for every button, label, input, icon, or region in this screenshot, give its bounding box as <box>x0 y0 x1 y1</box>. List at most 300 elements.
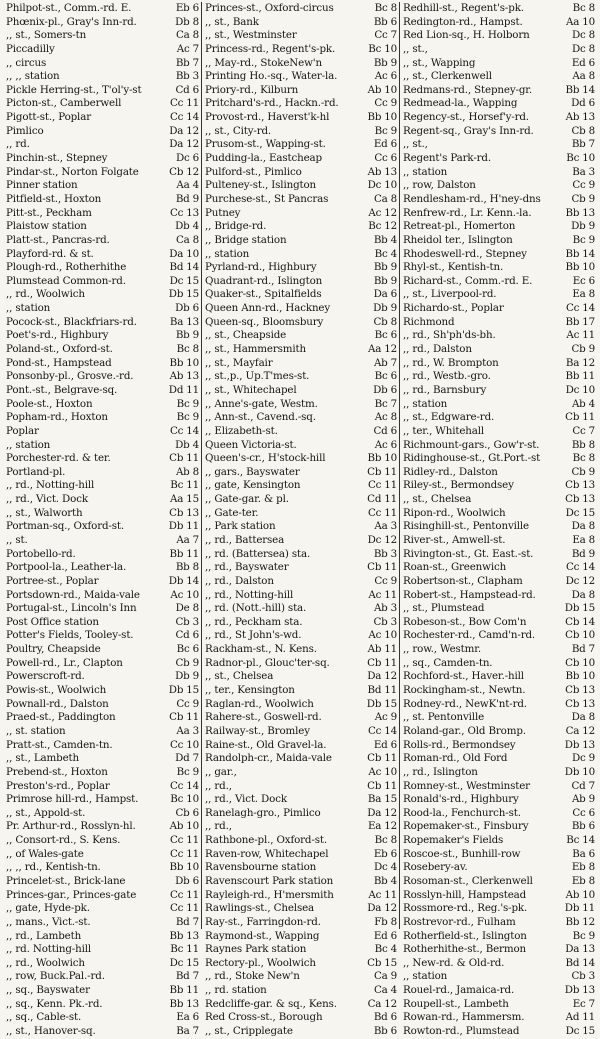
entry-grid-ref: Ac 11 <box>368 888 397 901</box>
entry-grid-ref: Cc 9 <box>374 97 397 110</box>
index-entry <box>6 111 199 125</box>
entry-grid-ref: Da 12 <box>367 670 397 683</box>
entry-name: ,, Gate-gar. & pl. <box>205 493 289 506</box>
index-entry <box>6 698 199 712</box>
index-entry <box>205 643 397 657</box>
index-entry <box>6 766 199 780</box>
entry-name: Roman-rd., Old Ford <box>403 752 508 765</box>
index-entry <box>205 902 397 916</box>
entry-grid-ref: Dc 6 <box>175 152 199 165</box>
entry-grid-ref: Cc 14 <box>367 724 397 737</box>
entry-name: Provost-rd., Haverst'k-hl <box>205 111 330 124</box>
index-entry <box>205 261 397 275</box>
entry-grid-ref: Dc 12 <box>367 533 397 546</box>
entry-grid-ref: Cb 3 <box>571 970 595 983</box>
entry-grid-ref: Fb 8 <box>374 915 397 928</box>
index-entry <box>403 616 595 630</box>
entry-name: Richmount-gars., Gow'r-st. <box>403 438 540 451</box>
entry-grid-ref: Cc 14 <box>565 302 595 315</box>
entry-grid-ref: Bc 6 <box>374 370 397 383</box>
entry-grid-ref: Cc 14 <box>169 424 199 437</box>
index-entry <box>6 957 199 971</box>
entry-name: Ravenscourt Park station <box>205 875 334 887</box>
index-entry <box>205 411 397 425</box>
entry-grid-ref: Ba 6 <box>572 847 595 860</box>
entry-grid-ref: Bc 8 <box>374 2 397 14</box>
index-column-2 <box>201 2 399 1038</box>
index-entry <box>6 138 199 152</box>
entry-grid-ref: Bb 14 <box>565 247 595 260</box>
index-entry <box>205 425 397 439</box>
entry-name: ,, st., Chelsea <box>403 493 472 506</box>
entry-name: Pyrland-rd., Highbury <box>205 261 317 274</box>
entry-name: ,, st., Mayfair <box>205 356 273 369</box>
entry-grid-ref: Bb 3 <box>373 547 397 560</box>
index-entry <box>205 875 397 889</box>
entry-name: ,, rd., Islington <box>403 765 478 778</box>
index-entry <box>6 507 199 521</box>
index-entry <box>6 425 199 439</box>
entry-grid-ref: Dd 6 <box>571 97 595 110</box>
entry-grid-ref: Dc 4 <box>373 861 397 874</box>
entry-grid-ref: Ea 12 <box>367 820 397 833</box>
entry-grid-ref: Db 15 <box>168 684 199 697</box>
index-entry <box>6 930 199 944</box>
index-entry <box>6 261 199 275</box>
index-entry <box>6 643 199 657</box>
entry-grid-ref: Ba 3 <box>572 165 595 178</box>
entry-grid-ref: Bc 11 <box>170 479 199 492</box>
entry-grid-ref: Cb 11 <box>367 779 397 792</box>
entry-name: ,, gar., <box>205 765 237 778</box>
entry-grid-ref: Aa 12 <box>368 343 397 356</box>
entry-grid-ref: Bd 7 <box>175 915 199 928</box>
entry-name: ,, station <box>403 397 448 410</box>
entry-grid-ref: Db 9 <box>373 302 397 315</box>
entry-name: Quaker-st., Spitalfields <box>205 288 322 301</box>
entry-name: ,, Gate-ter. <box>205 506 259 519</box>
entry-name: Rhyl-st., Kentish-tn. <box>403 261 504 274</box>
entry-grid-ref: Db 15 <box>168 288 199 301</box>
index-entry <box>205 943 397 957</box>
entry-name: Queen's-cr., H'stock-hill <box>205 452 326 465</box>
entry-grid-ref: Ac 7 <box>176 42 199 55</box>
entry-grid-ref: Cc 11 <box>169 97 199 110</box>
entry-grid-ref: Da 8 <box>571 711 595 724</box>
entry-grid-ref: Bc 9 <box>572 929 595 942</box>
entry-grid-ref: Bc 8 <box>572 452 595 465</box>
entry-name: Rotherfield-st., Islington <box>403 929 527 942</box>
index-entry <box>205 234 397 248</box>
entry-grid-ref: Db 15 <box>564 602 595 615</box>
entry-grid-ref: Bc 8 <box>176 343 199 356</box>
entry-grid-ref: Aa 15 <box>170 493 199 506</box>
index-entry <box>205 629 397 643</box>
index-entry <box>205 520 397 534</box>
index-entry <box>205 220 397 234</box>
index-entry <box>205 166 397 180</box>
entry-grid-ref: Ea 8 <box>572 533 595 546</box>
index-entry <box>6 357 199 371</box>
entry-name: Romney-st., Westminster <box>403 779 530 792</box>
entry-name: Pratt-st., Camden-tn. <box>6 738 113 751</box>
index-entry <box>205 507 397 521</box>
entry-grid-ref: Cc 10 <box>169 738 199 751</box>
index-entry <box>205 57 397 71</box>
entry-grid-ref: Cb 11 <box>367 465 397 478</box>
entry-grid-ref: Ec 7 <box>572 997 595 1010</box>
entry-grid-ref: Db 8 <box>175 15 199 28</box>
entry-name: ,, rd., <box>205 779 232 792</box>
entry-grid-ref: Bd 11 <box>367 684 397 697</box>
index-entry <box>403 916 595 930</box>
index-entry <box>205 316 397 330</box>
index-entry <box>205 452 397 466</box>
entry-name: Richard-st., Comm.-rd. E. <box>403 274 533 287</box>
index-entry <box>6 739 199 753</box>
entry-grid-ref: Bb 4 <box>373 233 397 246</box>
entry-name: ,, gars., Bayswater <box>205 465 300 478</box>
entry-grid-ref: Cc 14 <box>169 779 199 792</box>
entry-name: ,, st., Hammersmith <box>205 343 306 356</box>
entry-grid-ref: Bb 10 <box>367 111 397 124</box>
entry-name: Poet's-rd., Highbury <box>6 329 109 342</box>
entry-name: Princes-st., Oxford-circus <box>205 2 334 14</box>
entry-name: Post Office station <box>6 615 99 628</box>
entry-name: ,, Anne's-gate, Westm. <box>205 397 318 410</box>
entry-grid-ref: Da 8 <box>571 588 595 601</box>
entry-grid-ref: Dc 15 <box>169 274 199 287</box>
entry-name: ,, st. Pentonville <box>403 711 485 724</box>
index-entry <box>6 793 199 807</box>
entry-grid-ref: Ac 11 <box>368 588 397 601</box>
entry-name: ,, rd., W. Brompton <box>403 356 499 369</box>
entry-name: Redmead-la., Wapping <box>403 97 518 110</box>
index-entry <box>403 439 595 453</box>
entry-name: Redington-rd., Hampst. <box>403 15 523 28</box>
entry-grid-ref: Bc 8 <box>374 834 397 847</box>
entry-name: ,, st., Cripplegate <box>205 1025 293 1038</box>
entry-name: Queen Victoria-st. <box>205 438 297 451</box>
index-entry <box>6 479 199 493</box>
entry-grid-ref: Bc 10 <box>170 793 199 806</box>
entry-grid-ref: Da 12 <box>367 806 397 819</box>
entry-grid-ref: Cb 12 <box>169 165 199 178</box>
entry-grid-ref: Cb 9 <box>571 465 595 478</box>
index-entry <box>205 84 397 98</box>
index-entry <box>6 902 199 916</box>
index-entry <box>205 370 397 384</box>
index-entry <box>403 807 595 821</box>
index-entry <box>403 1011 595 1025</box>
entry-name: ,, Elizabeth-st. <box>205 424 278 437</box>
entry-grid-ref: Cb 13 <box>565 479 595 492</box>
entry-grid-ref: Ac 9 <box>374 711 397 724</box>
entry-name: ,, rd., Barnsbury <box>403 383 487 396</box>
entry-grid-ref: Eb 6 <box>373 847 397 860</box>
entry-name: ,, st., Westminster <box>205 29 297 42</box>
entry-grid-ref: Bc 10 <box>566 152 595 165</box>
index-entry <box>205 807 397 821</box>
index-entry <box>205 439 397 453</box>
entry-name: Rowan-rd., Hammersm. <box>403 1011 525 1024</box>
entry-grid-ref: Bb 13 <box>565 206 595 219</box>
entry-name: ,, st., Whitechapel <box>205 383 297 396</box>
entry-name: Potter's Fields, Tooley-st. <box>6 629 134 642</box>
index-entry <box>403 207 595 221</box>
index-entry <box>6 684 199 698</box>
entry-name: Poultry, Cheapside <box>6 643 101 656</box>
entry-name: Ray-st., Farringdon-rd. <box>205 915 321 928</box>
index-entry <box>403 575 595 589</box>
entry-name: ,, rd., Notting-hill <box>205 588 294 601</box>
entry-grid-ref: Cd 7 <box>571 779 595 792</box>
entry-name: Printing Ho.-sq., Water-la. <box>205 70 338 83</box>
entry-name: Randolph-cr., Maida-vale <box>205 752 332 765</box>
entry-name: Portland-pl. <box>6 465 66 478</box>
entry-grid-ref: Db 9 <box>571 220 595 233</box>
index-entry <box>6 534 199 548</box>
index-entry <box>403 452 595 466</box>
entry-grid-ref: Ac 10 <box>170 588 199 601</box>
entry-grid-ref: Cc 7 <box>572 424 595 437</box>
index-entry <box>403 561 595 575</box>
entry-name: ,, Park station <box>205 520 276 533</box>
index-entry <box>205 930 397 944</box>
entry-name: ,, st., Hanover-sq. <box>6 1025 96 1038</box>
entry-name: ,, rd., Peckham sta. <box>205 615 303 628</box>
index-entry <box>6 125 199 139</box>
entry-grid-ref: Bc 7 <box>374 397 397 410</box>
index-entry <box>205 288 397 302</box>
index-entry <box>403 343 595 357</box>
index-entry <box>6 602 199 616</box>
index-entry <box>6 752 199 766</box>
entry-grid-ref: Eb 8 <box>571 861 595 874</box>
entry-name: ,, sq., Cable-st. <box>6 1011 82 1024</box>
entry-name: Rectory-pl., Woolwich <box>205 956 316 969</box>
entry-grid-ref: Bc 11 <box>170 943 199 956</box>
entry-grid-ref: Db 6 <box>175 302 199 315</box>
index-entry <box>403 370 595 384</box>
entry-name: ,, st., <box>403 138 428 151</box>
entry-name: Ravensbourne station <box>205 861 317 874</box>
entry-name: Ropemaker's Fields <box>403 834 504 847</box>
entry-grid-ref: Cc 11 <box>367 506 397 519</box>
entry-grid-ref: Cb 13 <box>169 506 199 519</box>
index-entry <box>205 398 397 412</box>
entry-grid-ref: Aa 3 <box>176 724 199 737</box>
index-entry <box>6 234 199 248</box>
entry-grid-ref: Cb 13 <box>565 493 595 506</box>
entry-name: Pr. Arthur-rd., Rosslyn-hl. <box>6 820 136 833</box>
entry-grid-ref: Da 12 <box>169 124 199 137</box>
index-entry <box>205 725 397 739</box>
entry-name: ,, gate, Kensington <box>205 479 301 492</box>
index-entry <box>403 493 595 507</box>
index-entry <box>403 848 595 862</box>
entry-name: Robert-st., Hampstead-rd. <box>403 588 536 601</box>
entry-grid-ref: Bb 11 <box>169 984 199 997</box>
index-entry <box>205 970 397 984</box>
entry-grid-ref: Cb 11 <box>367 752 397 765</box>
entry-grid-ref: Db 4 <box>175 220 199 233</box>
entry-name: Prebend-st., Hoxton <box>6 765 108 778</box>
entry-name: Portree-st., Poplar <box>6 574 99 587</box>
entry-grid-ref: Bb 8 <box>571 438 595 451</box>
entry-grid-ref: Dd 11 <box>168 383 199 396</box>
entry-name: ,, ter., Whitehall <box>403 424 485 437</box>
entry-name: Pimlico <box>6 124 44 137</box>
index-entry <box>205 111 397 125</box>
entry-grid-ref: Da 12 <box>169 138 199 151</box>
index-entry <box>6 1025 199 1039</box>
entry-grid-ref: Cc 11 <box>169 902 199 915</box>
entry-name: Riley-st., Bermondsey <box>403 479 514 492</box>
entry-grid-ref: Bb 12 <box>565 915 595 928</box>
entry-grid-ref: Db 10 <box>564 765 595 778</box>
index-entry <box>6 916 199 930</box>
entry-grid-ref: Cc 9 <box>176 697 199 710</box>
entry-grid-ref: Da 10 <box>169 247 199 260</box>
entry-grid-ref: Ca 8 <box>175 29 199 42</box>
index-entry <box>403 930 595 944</box>
entry-name: Redcliffe-gar. & sq., Kens. <box>205 997 337 1010</box>
entry-name: Pinner station <box>6 179 78 192</box>
entry-grid-ref: Ca 12 <box>367 997 397 1010</box>
entry-grid-ref: Db 13 <box>564 738 595 751</box>
entry-grid-ref: Cc 9 <box>572 179 595 192</box>
entry-name: Poplar <box>6 424 39 437</box>
index-entry <box>205 302 397 316</box>
index-entry <box>6 275 199 289</box>
entry-grid-ref: Cc 14 <box>565 561 595 574</box>
entry-name: Rockingham-st., Newtn. <box>403 684 526 697</box>
entry-grid-ref: Cb 10 <box>565 656 595 669</box>
index-entry <box>6 520 199 534</box>
entry-name: ,, ,, station <box>6 70 60 83</box>
index-entry <box>6 725 199 739</box>
index-entry <box>403 629 595 643</box>
entry-name: Raynes Park station <box>205 943 307 956</box>
entry-grid-ref: Bb 9 <box>373 274 397 287</box>
entry-name: ,, st., Somers-tn <box>6 29 87 42</box>
entry-name: ,, Consort-rd., S. Kens. <box>6 834 121 847</box>
entry-name: Princess-rd., Regent's-pk. <box>205 42 336 55</box>
entry-grid-ref: Bc 9 <box>374 124 397 137</box>
entry-name: Pickle Herring-st., T'ol'y-st <box>6 83 142 96</box>
entry-name: ,, st., Liverpool-rd. <box>403 288 497 301</box>
entry-grid-ref: Bb 9 <box>373 261 397 274</box>
index-entry <box>403 507 595 521</box>
entry-grid-ref: Cb 11 <box>169 711 199 724</box>
index-entry <box>403 152 595 166</box>
entry-name: Queen Ann-rd., Hackney <box>205 302 331 315</box>
entry-name: ,, ter., Kensington <box>205 684 295 697</box>
entry-grid-ref: Bc 9 <box>572 233 595 246</box>
entry-name: ,, st., Edgware-rd. <box>403 411 495 424</box>
entry-grid-ref: Ac 11 <box>566 329 595 342</box>
entry-grid-ref: Cb 11 <box>565 411 595 424</box>
entry-grid-ref: Cb 14 <box>565 615 595 628</box>
index-entry <box>205 207 397 221</box>
entry-name: Rivington-st., Gt. East.-st. <box>403 547 534 560</box>
entry-name: ,, rd., Lambeth <box>6 929 82 942</box>
index-entry <box>403 125 595 139</box>
entry-grid-ref: Ac 6 <box>374 438 397 451</box>
entry-name: ,, Ann-st., Cavend.-sq. <box>205 411 316 424</box>
entry-name: ,, st., City-rd. <box>205 124 272 137</box>
entry-grid-ref: Bc 12 <box>368 220 397 233</box>
entry-grid-ref: Dc 8 <box>571 42 595 55</box>
entry-name: ,, rd., Woolwich <box>6 956 85 969</box>
index-entry <box>6 16 199 30</box>
index-entry <box>403 57 595 71</box>
index-entry <box>6 889 199 903</box>
entry-grid-ref: Db 9 <box>175 670 199 683</box>
index-entry <box>403 329 595 343</box>
index-entry <box>6 370 199 384</box>
index-entry <box>205 70 397 84</box>
entry-name: ,, rd., Bayswater <box>205 561 289 574</box>
index-entry <box>205 602 397 616</box>
entry-name: Raven-row, Whitechapel <box>205 847 329 860</box>
index-entry <box>6 179 199 193</box>
index-entry <box>403 711 595 725</box>
entry-name: ,, row, Dalston <box>403 179 476 192</box>
entry-name: ,, st., Wapping <box>403 56 476 69</box>
index-entry <box>6 657 199 671</box>
entry-name: ,, rd., Woolwich <box>6 288 85 301</box>
entry-grid-ref: Bc 8 <box>572 2 595 14</box>
entry-name: Pinchin-st., Stepney <box>6 152 108 165</box>
entry-name: ,, gate, Hyde-pk. <box>6 902 90 915</box>
index-entry <box>205 248 397 262</box>
entry-name: Regent's Park-rd. <box>403 152 491 165</box>
entry-name: ,, st., Appold-st. <box>6 806 86 819</box>
entry-grid-ref: Bc 9 <box>176 397 199 410</box>
index-entry <box>205 1025 397 1039</box>
entry-name: Picton-st., Camberwell <box>6 97 122 110</box>
entry-name: ,, ,, rd., Kentish-tn. <box>6 861 101 874</box>
entry-grid-ref: Ba 12 <box>565 356 595 369</box>
index-entry <box>205 193 397 207</box>
index-entry <box>6 57 199 71</box>
entry-name: Pitt-st., Peckham <box>6 206 92 219</box>
index-entry <box>205 343 397 357</box>
entry-name: ,, rd., Westb.-gro. <box>403 370 491 383</box>
entry-name: Risinghill-st., Pentonville <box>403 520 529 533</box>
index-entry <box>403 261 595 275</box>
entry-grid-ref: Cb 3 <box>175 615 199 628</box>
entry-name: Rhodeswell-rd., Stepney <box>403 247 527 260</box>
entry-name: Rackham-st., N. Kens. <box>205 643 317 656</box>
index-entry <box>6 248 199 262</box>
index-entry <box>205 616 397 630</box>
index-entry <box>6 439 199 453</box>
entry-grid-ref: Ab 13 <box>169 370 199 383</box>
index-entry <box>205 548 397 562</box>
index-entry <box>403 357 595 371</box>
entry-grid-ref: Ea 6 <box>176 1011 199 1024</box>
entry-grid-ref: Aa 4 <box>176 179 199 192</box>
entry-name: Roan-st., Greenwich <box>403 561 507 574</box>
entry-name: Rochester-rd., Camd'n-rd. <box>403 629 536 642</box>
entry-grid-ref: Bb 11 <box>565 370 595 383</box>
entry-name: ,, st.,p., Up.T'mes-st. <box>205 370 310 383</box>
entry-name: Portpool-la., Leather-la. <box>6 561 127 574</box>
index-entry <box>403 220 595 234</box>
